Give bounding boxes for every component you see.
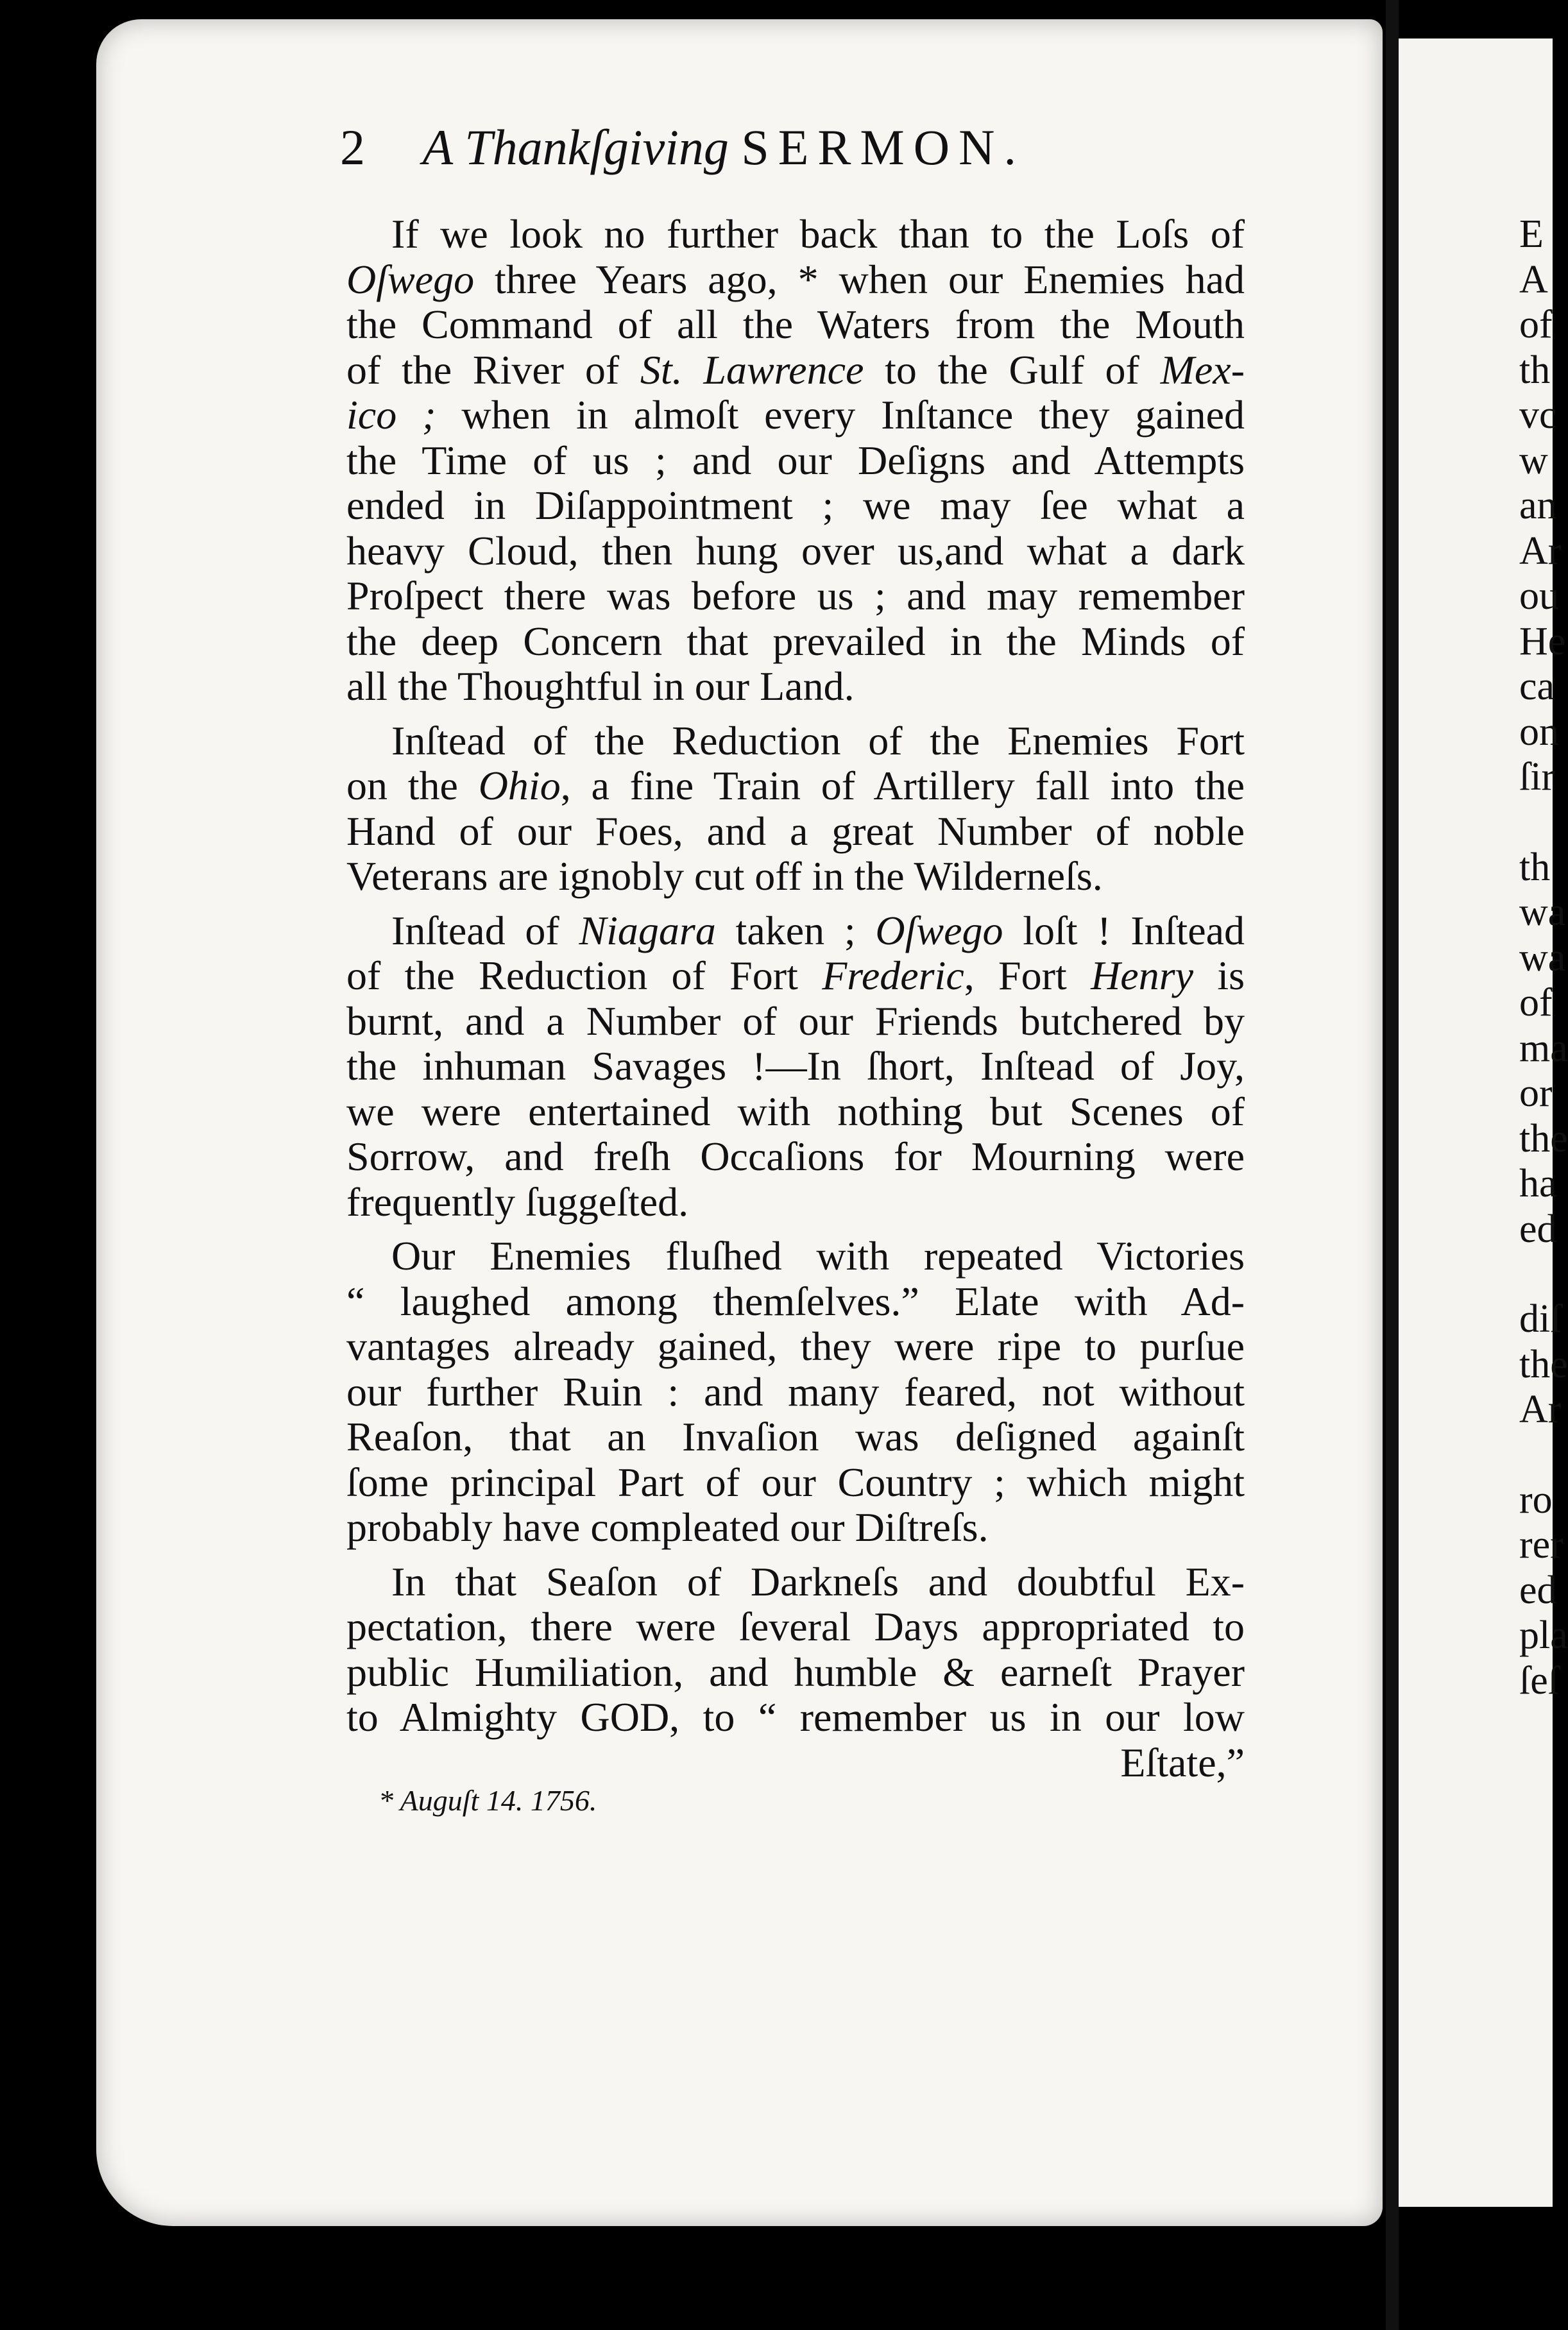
text-line: heavy Cloud, then hung over us,and what a dark bbox=[346, 527, 1245, 574]
facing-page-fragment: the bbox=[1519, 1116, 1568, 1161]
text-line: public Humiliation, and humble & earneſt Prayer bbox=[346, 1649, 1245, 1695]
facing-page-fragment: w bbox=[1519, 438, 1548, 482]
facing-page-fragment: ſir bbox=[1519, 755, 1555, 799]
facing-page-fragment: ed bbox=[1519, 1207, 1557, 1251]
facing-page-fragment: th bbox=[1519, 845, 1551, 889]
text-line: our further Ruin : and many feared, not without bbox=[346, 1368, 1245, 1415]
facing-page-fragment: ro bbox=[1519, 1477, 1553, 1522]
facing-page-fragment bbox=[1519, 1433, 1553, 1477]
text-line: to Almighty GOD, to “ remember us in our low bbox=[346, 1694, 1245, 1740]
facing-page-fragment: ed bbox=[1519, 1568, 1557, 1612]
facing-page-fragment: an bbox=[1519, 484, 1557, 527]
facing-page-fragment: E bbox=[1519, 212, 1544, 256]
facing-page-fragment bbox=[1519, 800, 1553, 845]
facing-page-fragment: Ar bbox=[1519, 529, 1562, 573]
text-line: the deep Concern that prevailed in the Minds of bbox=[346, 618, 1245, 664]
body-text bbox=[346, 212, 1245, 1785]
text-line: Inſtead of Niagara taken ; Oſwego loſt ! Inſtead bbox=[391, 907, 1245, 953]
running-header bbox=[340, 119, 1025, 176]
facing-page-fragment: on bbox=[1519, 710, 1559, 754]
page-number: 2 bbox=[340, 119, 365, 175]
text-line: the Command of all the Waters from the Mouth bbox=[346, 302, 1245, 347]
facing-page-fragment: wa bbox=[1519, 890, 1566, 934]
text-line: Sorrow, and freſh Occaſions for Mourning were bbox=[346, 1134, 1245, 1179]
facing-page-fragment: ma bbox=[1519, 1026, 1568, 1070]
text-line: ended in Diſappointment ; we may ſee what a bbox=[346, 482, 1245, 528]
text-line: In that Seaſon of Darkneſs and doubtful Ex- bbox=[391, 1558, 1245, 1604]
facing-page-fragment: He bbox=[1519, 619, 1566, 663]
text-line: ico ; when in almoſt every Inſtance they gained bbox=[346, 392, 1245, 438]
facing-page-fragment: ha bbox=[1519, 1162, 1557, 1205]
text-line: Inſtead of the Reduction of the Enemies Fort bbox=[391, 717, 1245, 763]
footnote: * Auguſt 14. 1756. bbox=[379, 1784, 597, 1817]
facing-page-fragment: of bbox=[1519, 981, 1553, 1025]
facing-page-fragment: vc bbox=[1519, 393, 1557, 437]
text-line: “ laughed among themſelves.” Elate with Ad- bbox=[346, 1278, 1245, 1324]
facing-page-fragment: diſ bbox=[1519, 1297, 1562, 1341]
text-line: Oſwego three Years ago, * when our Enemies had bbox=[346, 256, 1245, 302]
text-line: Veterans are ignobly cut off in the Wilderneſs. bbox=[346, 853, 1103, 899]
facing-page-fragment: A bbox=[1519, 257, 1548, 302]
paragraph bbox=[346, 1560, 1245, 1786]
text-line: of the Reduction of Fort Frederic, Fort Henry is bbox=[346, 953, 1245, 998]
facing-page-fragment: wa bbox=[1519, 935, 1566, 980]
facing-page-fragment: Ar bbox=[1519, 1388, 1562, 1431]
text-line: Hand of our Foes, and a great Number of noble bbox=[346, 808, 1245, 854]
facing-page-fragment: ou bbox=[1519, 574, 1559, 618]
text-line: all the Thoughtful in our Land. bbox=[346, 663, 855, 709]
text-line: Eſtate,” bbox=[1120, 1739, 1245, 1785]
facing-page-fragment bbox=[1519, 1252, 1553, 1297]
facing-page-fragment: pla bbox=[1519, 1613, 1568, 1657]
facing-page-fragment: the bbox=[1519, 1342, 1568, 1386]
paragraph bbox=[346, 719, 1245, 899]
text-line: Our Enemies fluſhed with repeated Victories bbox=[391, 1233, 1245, 1279]
text-line: the inhuman Savages !—In ſhort, Inſtead of Joy, bbox=[346, 1043, 1245, 1089]
facing-page-text bbox=[1519, 212, 1568, 1703]
text-line: ſome principal Part of our Country ; which might bbox=[346, 1459, 1245, 1505]
facing-page-fragment: of bbox=[1519, 303, 1553, 346]
text-line: the Time of us ; and our Deſigns and Attempts bbox=[346, 437, 1245, 483]
text-line: frequently ſuggeſted. bbox=[346, 1178, 689, 1225]
book-gutter bbox=[1386, 0, 1399, 2330]
text-line: probably have compleated our Diſtreſs. bbox=[346, 1504, 989, 1550]
text-line: Reaſon, that an Invaſion was deſigned againſt bbox=[346, 1414, 1245, 1459]
text-line: of the River of St. Lawrence to the Gulf of Mex- bbox=[346, 346, 1245, 393]
text-line: burnt, and a Number of our Friends butchered by bbox=[346, 998, 1245, 1044]
facing-page-fragment: th bbox=[1519, 348, 1551, 392]
text-line: we were entertained with nothing but Scenes of bbox=[346, 1088, 1245, 1134]
facing-page-fragment: ſeſ bbox=[1519, 1658, 1559, 1703]
facing-page-fragment: or bbox=[1519, 1071, 1553, 1115]
text-line: on the Ohio, a fine Train of Artillery fall into the bbox=[346, 763, 1245, 808]
header-title-caps: SERMON. bbox=[741, 119, 1025, 175]
facing-page-fragment: rer bbox=[1519, 1523, 1564, 1567]
facing-page-fragment: ca bbox=[1519, 665, 1555, 708]
header-title-italic: A Thankſgiving bbox=[422, 119, 729, 175]
text-line: If we look no further back than to the Loſs of bbox=[391, 211, 1245, 257]
paragraph bbox=[346, 908, 1245, 1225]
text-line: pectation, there were ſeveral Days appropriated to bbox=[346, 1604, 1245, 1649]
paragraph bbox=[346, 1234, 1245, 1551]
paragraph bbox=[346, 212, 1245, 710]
text-line: Proſpect there was before us ; and may remember bbox=[346, 573, 1245, 618]
text-line: vantages already gained, they were ripe to purſue bbox=[346, 1323, 1245, 1369]
